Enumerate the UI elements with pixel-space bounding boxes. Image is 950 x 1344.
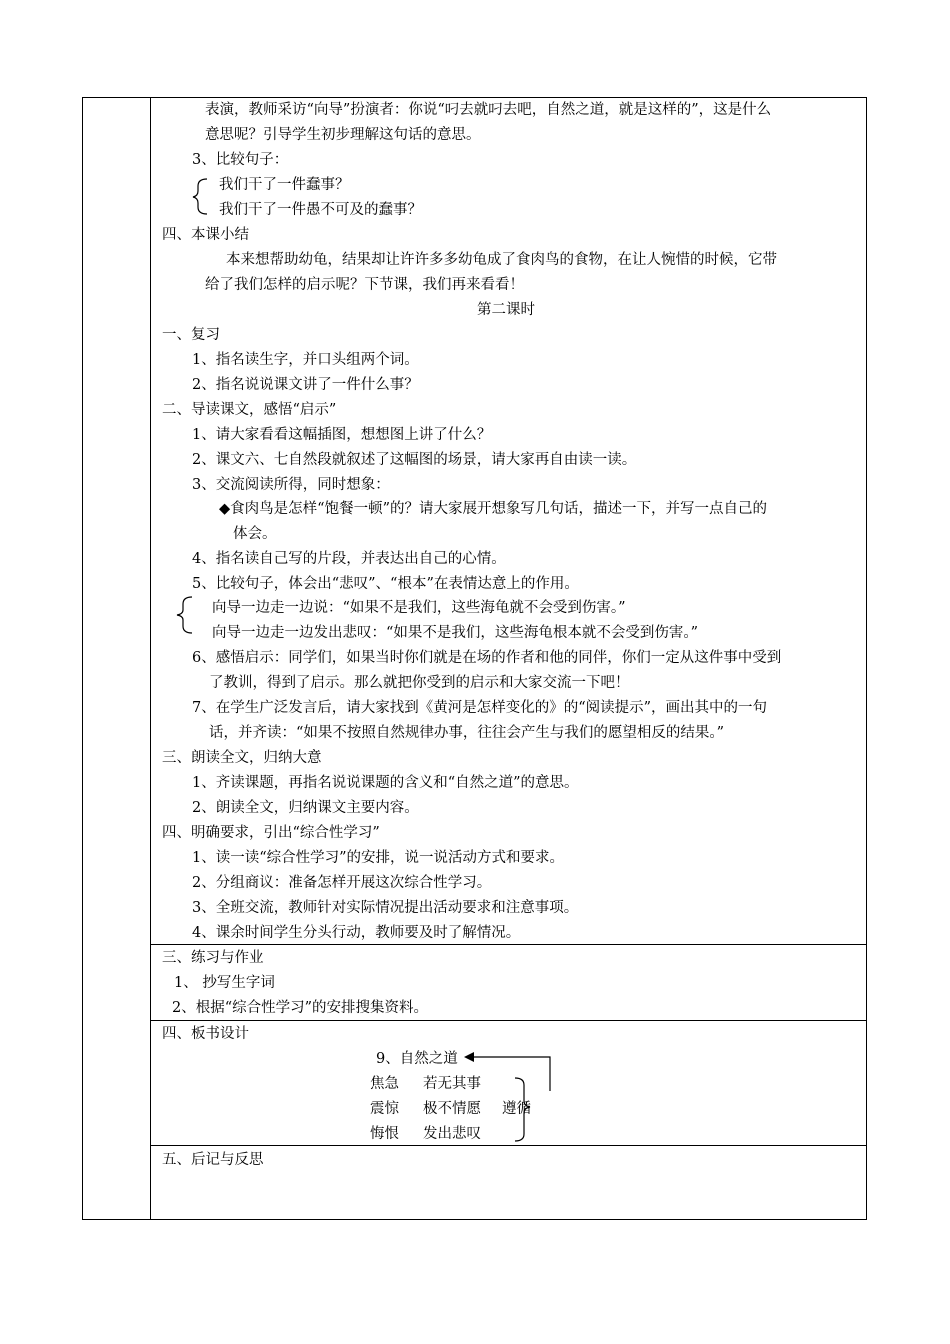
board-term: 若无其事 <box>423 1076 481 1092</box>
text-line: 6、感悟启示：同学们，如果当时你们就是在场的作者和他的同伴，你们一定从这件事中受到 <box>192 650 782 666</box>
board-heading: 四、板书设计 <box>162 1026 249 1042</box>
homework-heading: 三、练习与作业 <box>162 950 264 966</box>
text-line: 4、课余时间学生分头行动，教师要及时了解情况。 <box>192 925 521 941</box>
text-line: 2、指名说说课文讲了一件什么事？ <box>192 377 419 393</box>
text-line: ◆食肉鸟是怎样“饱餐一顿”的？请大家展开想象写几句话，描述一下，并写一点自己的 <box>219 501 767 517</box>
connector-line <box>470 1057 550 1091</box>
lesson-period-title: 第二课时 <box>477 302 535 318</box>
text-line: 2、分组商议：准备怎样开展这次综合性学习。 <box>192 875 492 891</box>
homework-item: 1、 抄写生字词 <box>174 975 275 991</box>
text-line: 3、全班交流，教师针对实际情况提出活动要求和注意事项。 <box>192 900 579 916</box>
text-line: 1、请大家看看这幅插图，想想图上讲了什么？ <box>192 427 492 443</box>
text-line: 2、课文六、七自然段就叙述了这幅图的场景，请大家再自由读一读。 <box>192 452 637 468</box>
board-term: 极不情愿 <box>423 1101 481 1117</box>
text-line: 1、齐读课题，再指名说说课题的含义和“自然之道”的意思。 <box>192 775 579 791</box>
reflection-heading: 五、后记与反思 <box>162 1152 264 1168</box>
right-brace-icon <box>515 1078 530 1141</box>
left-brace-icon <box>193 179 207 214</box>
text-line: 给了我们怎样的启示呢？下节课，我们再来看看！ <box>205 277 524 293</box>
text-line: 2、朗读全文，归纳课文主要内容。 <box>192 800 419 816</box>
board-term: 发出悲叹 <box>423 1126 481 1142</box>
text-line: 本来想帮助幼龟，结果却让许许多多幼龟成了食肉鸟的食物，在让人惋惜的时候，它带 <box>226 252 777 268</box>
left-brace-icon <box>177 597 192 633</box>
text-line: 向导一边走一边说：“如果不是我们，这些海龟就不会受到伤害。” <box>212 600 626 616</box>
board-title: 9、自然之道 <box>376 1051 458 1067</box>
text-line: 体会。 <box>233 526 277 542</box>
text-line: 7、在学生广泛发言后，请大家找到《黄河是怎样变化的》的“阅读提示”，画出其中的一句 <box>192 700 768 716</box>
board-term: 震惊 <box>370 1101 399 1117</box>
arrow-head-icon <box>464 1052 474 1062</box>
text-line: 意思呢？引导学生初步理解这句话的意思。 <box>205 127 481 143</box>
section-heading: 三、朗读全文，归纳大意 <box>162 750 322 766</box>
text-line: 向导一边走一边发出悲叹：“如果不是我们，这些海龟根本就不会受到伤害。” <box>212 625 699 641</box>
text-line: 1、读一读“综合性学习”的安排，说一说活动方式和要求。 <box>192 850 565 866</box>
text-line: 话，并齐读：“如果不按照自然规律办事，往往会产生与我们的愿望相反的结果。” <box>209 725 725 741</box>
section-heading: 四、本课小结 <box>162 227 249 243</box>
board-term: 遵循 <box>502 1101 531 1117</box>
text-line: 4、指名读自己写的片段，并表达出自己的心情。 <box>192 551 506 567</box>
text-line: 3、交流阅读所得，同时想象： <box>192 477 390 493</box>
text-line: 表演，教师采访“向导”扮演者：你说“叼去就叼去吧，自然之道，就是这样的”，这是什么 <box>205 102 772 118</box>
text-line: 3、比较句子： <box>192 152 289 168</box>
section-heading: 二、导读课文，感悟“启示” <box>162 402 337 418</box>
text-line: 我们干了一件愚不可及的蠢事？ <box>219 202 422 218</box>
board-term: 悔恨 <box>370 1126 399 1142</box>
text-line: 我们干了一件蠢事？ <box>219 177 350 193</box>
section-heading: 一、复习 <box>162 327 220 343</box>
board-term: 焦急 <box>370 1076 399 1092</box>
text-line: 了教训，得到了启示。那么就把你受到的启示和大家交流一下吧！ <box>209 675 630 691</box>
text-line: 1、指名读生字，并口头组两个词。 <box>192 352 419 368</box>
homework-item: 2、根据“综合性学习”的安排搜集资料。 <box>172 1000 429 1016</box>
section-heading: 四、明确要求，引出“综合性学习” <box>162 825 380 841</box>
text-line: 5、比较句子，体会出“悲叹”、“根本”在表情达意上的作用。 <box>192 576 579 592</box>
